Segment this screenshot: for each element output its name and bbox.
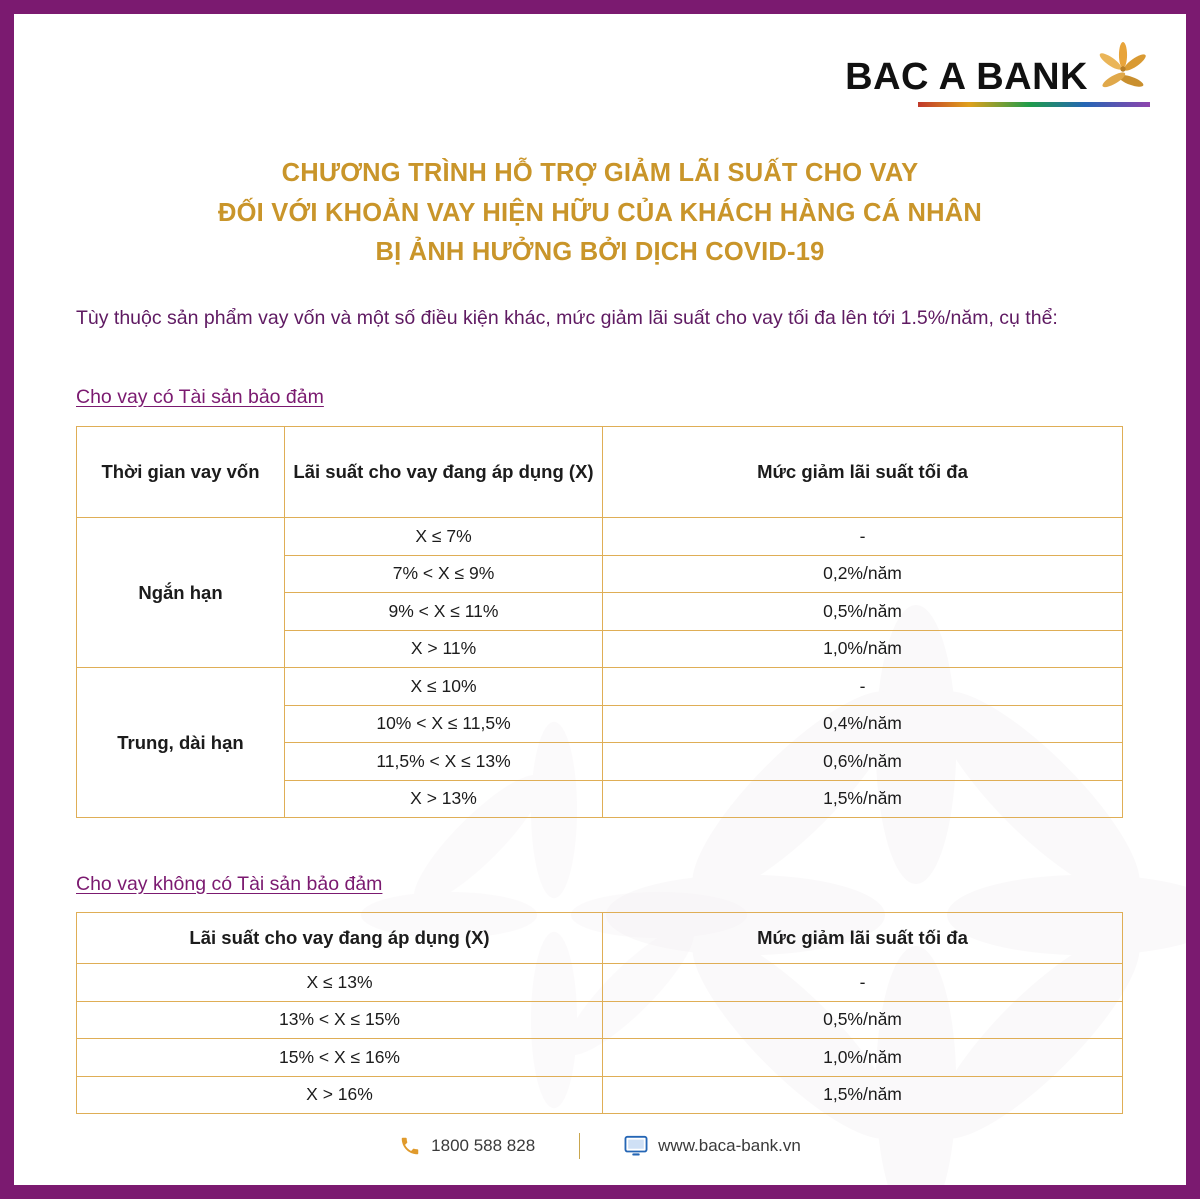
- headline-line-2: ĐỐI VỚI KHOẢN VAY HIỆN HỮU CỦA KHÁCH HÀNG CÁ NHÂN: [218, 198, 982, 227]
- footer-contact-bar: [14, 1133, 1186, 1159]
- table-secured-loans: [76, 426, 1123, 818]
- cell-cut: 1,5%/năm: [603, 780, 1123, 818]
- table-header-row: [77, 913, 1123, 964]
- cell-cut: 0,5%/năm: [603, 1001, 1123, 1039]
- cell-rate: 11,5% < X ≤ 13%: [285, 743, 603, 781]
- column-header-max-cut: Mức giảm lãi suất tối đa: [603, 427, 1123, 518]
- brand-logo: [845, 58, 1150, 107]
- cell-rate: 15% < X ≤ 16%: [77, 1039, 603, 1077]
- column-header-term: Thời gian vay vốn: [77, 427, 285, 518]
- footer-divider: [579, 1133, 580, 1159]
- table-row: [77, 668, 1123, 706]
- brand-name: BAC A BANK: [845, 56, 1088, 98]
- cell-cut: -: [603, 518, 1123, 556]
- table-row: [77, 1076, 1123, 1114]
- cell-cut: 1,0%/năm: [603, 630, 1123, 668]
- footer-hotline[interactable]: [399, 1135, 535, 1157]
- section-title-unsecured-loans: Cho vay không có Tài sản bảo đảm: [76, 873, 383, 895]
- footer-website-text: www.baca-bank.vn: [658, 1136, 801, 1155]
- footer-hotline-text: 1800 588 828: [431, 1136, 536, 1155]
- cell-rate: X > 13%: [285, 780, 603, 818]
- cell-cut: 1,5%/năm: [603, 1076, 1123, 1114]
- cell-rate: 9% < X ≤ 11%: [285, 593, 603, 631]
- cell-rate: X > 16%: [77, 1076, 603, 1114]
- phone-icon: [399, 1135, 421, 1157]
- cell-cut: 0,2%/năm: [603, 555, 1123, 593]
- column-header-max-cut: Mức giảm lãi suất tối đa: [603, 913, 1123, 964]
- cell-rate: X ≤ 10%: [285, 668, 603, 706]
- poster-canvas: [14, 14, 1186, 1185]
- cell-cut: 1,0%/năm: [603, 1039, 1123, 1077]
- table-row: [77, 1039, 1123, 1077]
- cell-cut: 0,5%/năm: [603, 593, 1123, 631]
- table-row: [77, 964, 1123, 1002]
- cell-cut: -: [603, 668, 1123, 706]
- table-row: [77, 518, 1123, 556]
- cell-rate: 13% < X ≤ 15%: [77, 1001, 603, 1039]
- monitor-icon: [624, 1135, 648, 1157]
- table-header-row: [77, 427, 1123, 518]
- cell-cut: -: [603, 964, 1123, 1002]
- cell-cut: 0,4%/năm: [603, 705, 1123, 743]
- group-label-short-term: Ngắn hạn: [77, 518, 285, 668]
- headline-line-1: CHƯƠNG TRÌNH HỖ TRỢ GIẢM LÃI SUẤT CHO VAY: [281, 159, 919, 187]
- page-title: [14, 154, 1186, 273]
- headline-line-3: BỊ ẢNH HƯỞNG BỞI DỊCH COVID-19: [375, 238, 825, 267]
- footer-website[interactable]: [624, 1135, 801, 1157]
- section-title-secured-loans: Cho vay có Tài sản bảo đảm: [76, 386, 324, 408]
- cell-cut: 0,6%/năm: [603, 743, 1123, 781]
- column-header-current-rate: Lãi suất cho vay đang áp dụng (X): [77, 913, 603, 964]
- intro-paragraph: Tùy thuộc sản phẩm vay vốn và một số điều kiện khác, mức giảm lãi suất cho vay tối đa lên tới 1.5%/năm, cụ thể:: [76, 307, 1058, 329]
- cell-rate: X ≤ 7%: [285, 518, 603, 556]
- group-label-medium-long-term: Trung, dài hạn: [77, 668, 285, 818]
- table-unsecured-loans: [76, 912, 1123, 1114]
- column-header-current-rate: Lãi suất cho vay đang áp dụng (X): [285, 427, 603, 518]
- cell-rate: 10% < X ≤ 11,5%: [285, 705, 603, 743]
- cell-rate: X ≤ 13%: [77, 964, 603, 1002]
- cell-rate: X > 11%: [285, 630, 603, 668]
- table-row: [77, 1001, 1123, 1039]
- cell-rate: 7% < X ≤ 9%: [285, 555, 603, 593]
- brand-rainbow-underline: [918, 102, 1150, 107]
- flower-logo-icon: [1096, 42, 1150, 96]
